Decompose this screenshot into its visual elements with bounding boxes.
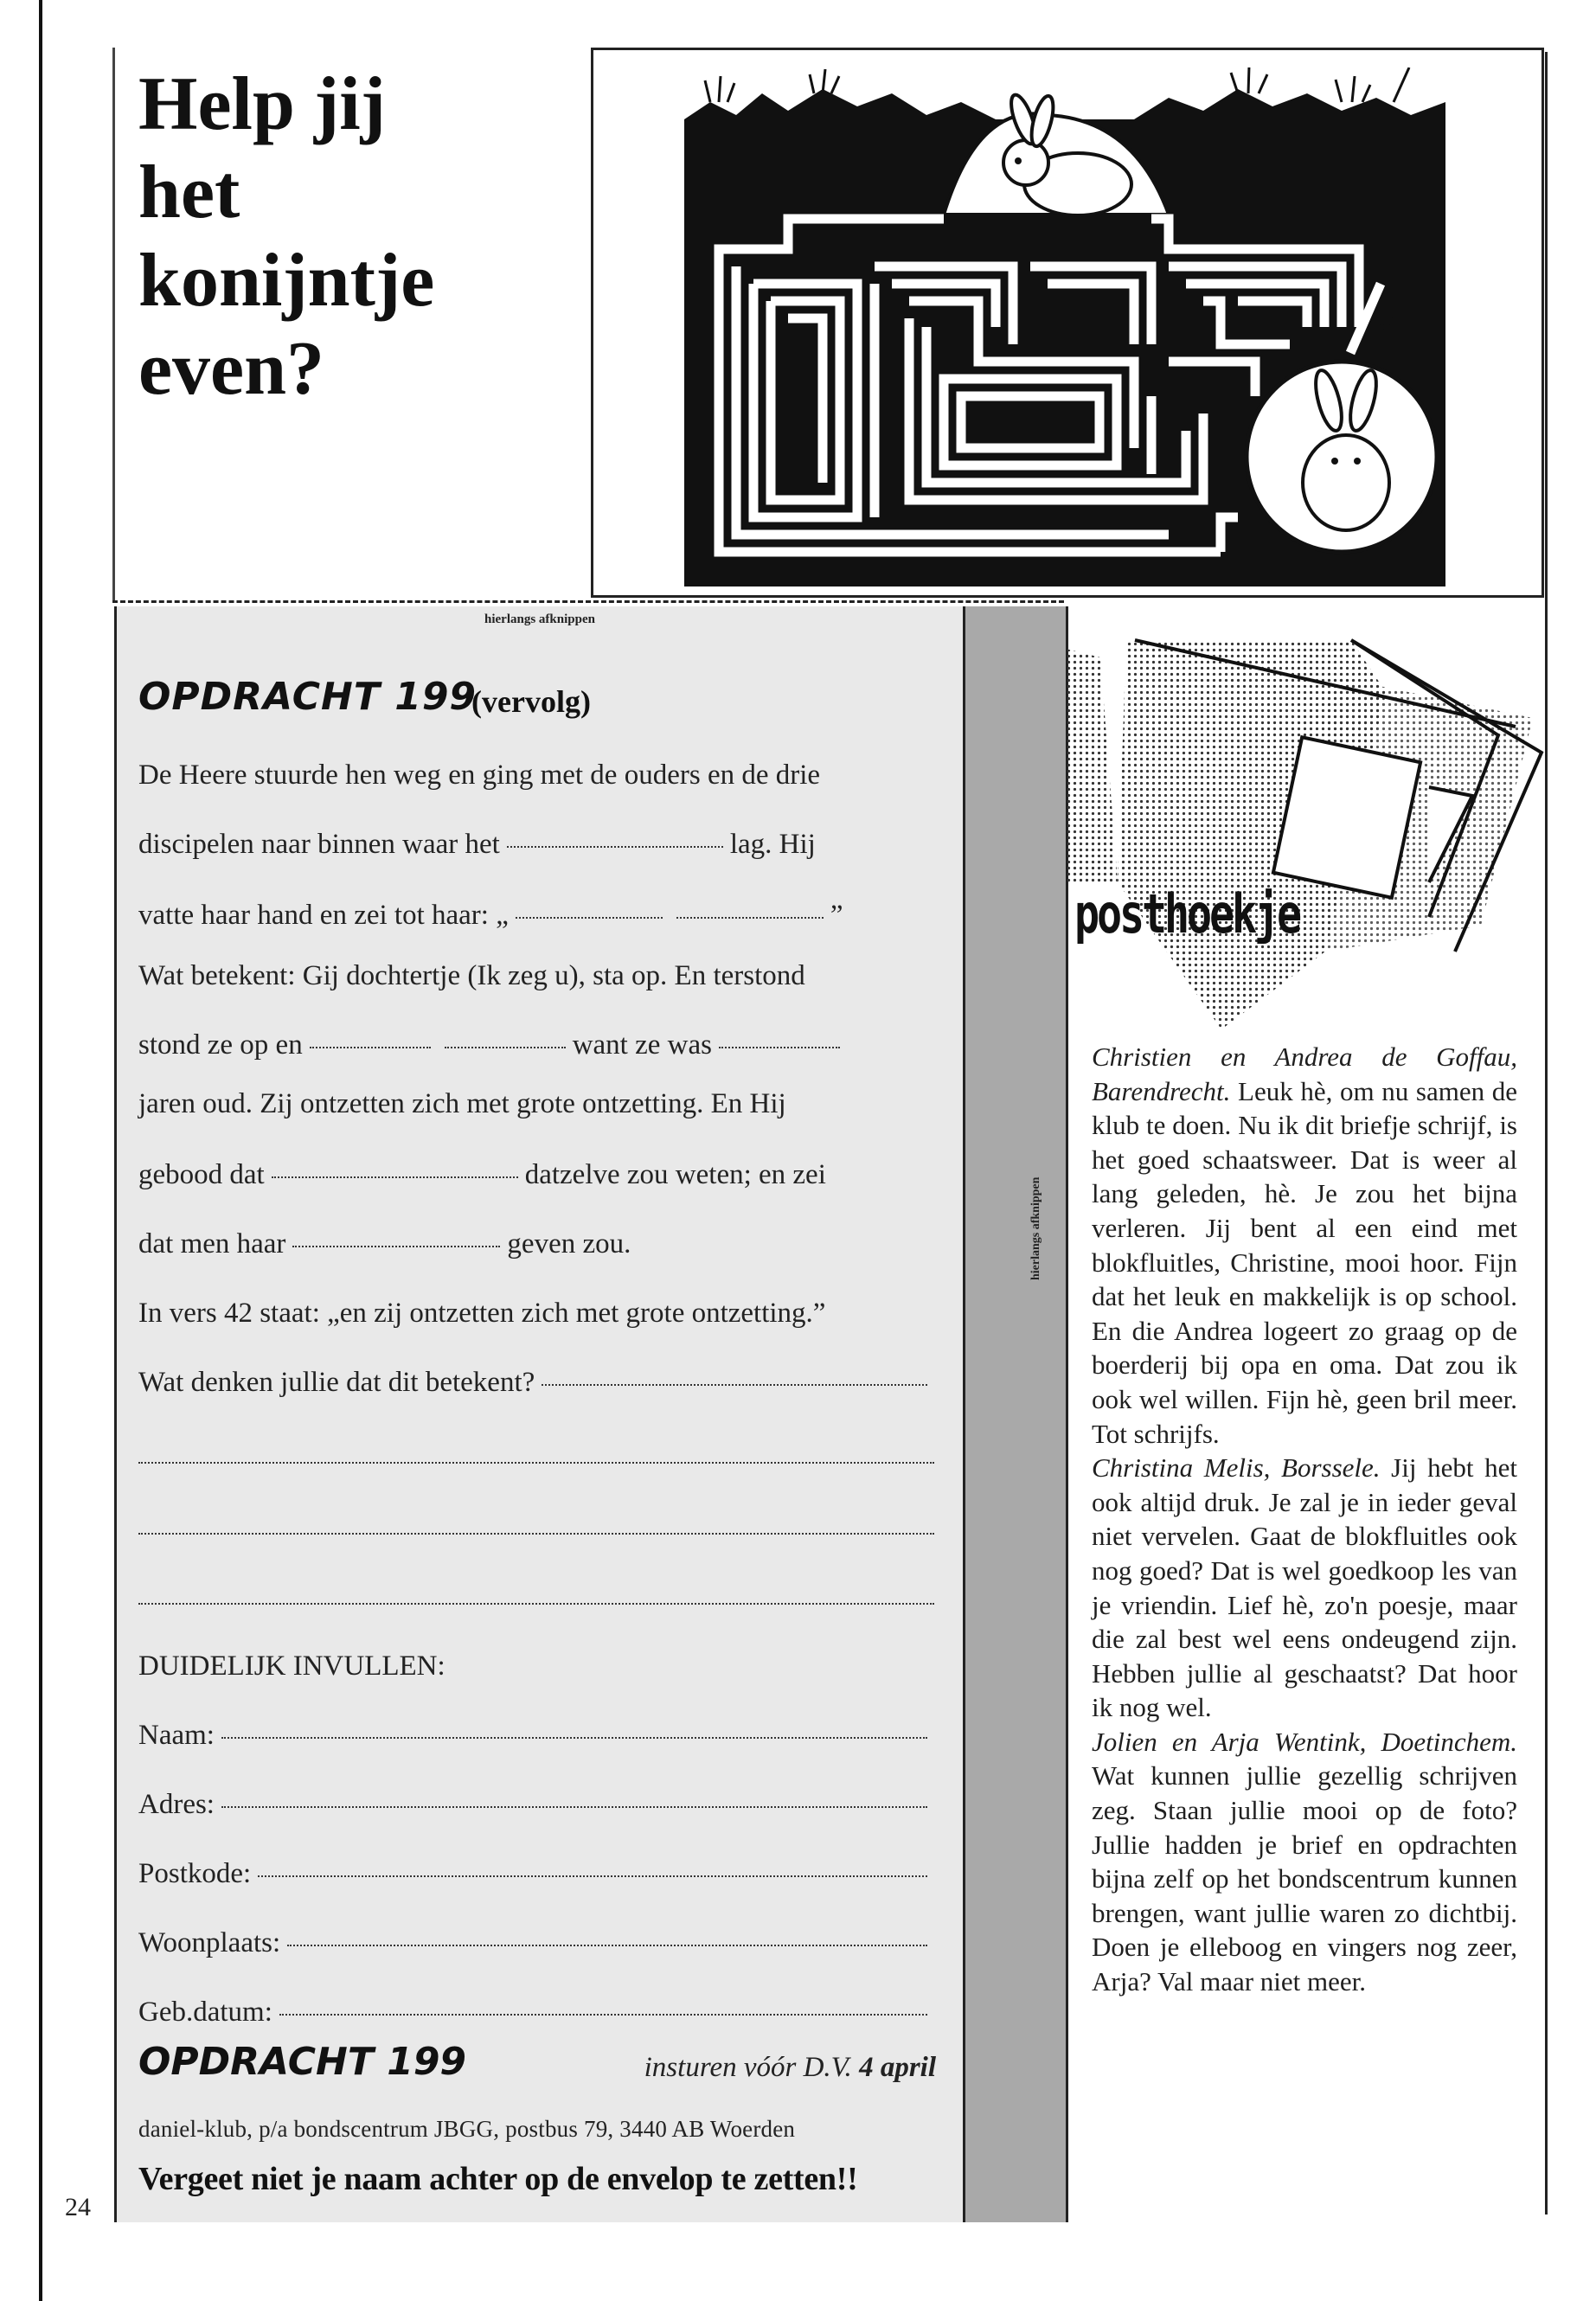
name-label: Naam: — [138, 1720, 215, 1751]
line-3a: vatte haar hand en zei tot haar: „ — [138, 900, 509, 931]
page-number: 24 — [65, 2193, 91, 2221]
letter-3 — [1092, 1725, 1517, 1999]
letter-3-sender: Jolien en Arja Wentink, Doetinchem. — [1092, 1726, 1517, 1757]
cut-label: hierlangs afknippen — [484, 612, 595, 626]
address-input[interactable] — [221, 1805, 927, 1808]
assignment-heading-sub: (vervolg) — [471, 684, 591, 719]
text-line — [138, 1159, 934, 1191]
letter-2-text: Jij hebt het ook altijd druk. Je zal je in ieder geval niet vervelen. Gaat de blokfluitles ook nog goed? Dat is wel goedkoop les van je vriendin. Lief hè, zo'n poesje, maar die zal best wel eens ondeugend zijn. Hebben jullie al geschaatst? Dat hoor ik nog wel. — [1092, 1452, 1517, 1723]
line-2b: lag. Hij — [729, 829, 816, 860]
posthoekje-artwork — [1066, 623, 1550, 1038]
answer-line[interactable] — [138, 1462, 934, 1464]
answer-field[interactable] — [542, 1383, 927, 1386]
maze-graphic — [684, 67, 1445, 586]
postcode-input[interactable] — [258, 1875, 927, 1877]
text-line — [138, 1298, 934, 1330]
title-line-1: Help jij — [138, 62, 386, 146]
line-8a: dat men haar — [138, 1228, 286, 1259]
letter-2 — [1092, 1451, 1517, 1725]
blank-field[interactable] — [719, 1046, 840, 1048]
letter-1 — [1092, 1040, 1517, 1451]
posthoekje-title: posthoekje — [1074, 882, 1299, 945]
letter-3-text: Wat kunnen jullie gezellig schrijven zeg. Staan jullie mooi op de foto? Jullie hadden je brief en opdrachten bijna zelf op het bondscentrum kunnen brengen, want jullie waren zo dichtbij. Doen je elleboog en vingers nog zeer, Arja? Val maar niet meer. — [1092, 1760, 1517, 1997]
city-field[interactable] — [138, 1927, 934, 1959]
line-7b: datzelve zou weten; en zei — [524, 1159, 826, 1190]
blank-field[interactable] — [310, 1046, 431, 1048]
line-8b: geven zou. — [507, 1228, 631, 1259]
city-input[interactable] — [287, 1944, 927, 1946]
letters-column — [1092, 1040, 1517, 1999]
letter-1-text: Leuk hè, om nu samen de klub te doen. Nu ik dit briefje schrijf, is het goed schaatsweer. Dat is weer al lang geleden, hè. Je zou het bijna verleren. Jij bent al een eind met blokfluitles, Christine, mooi hoor. Fijn dat het leuk en makkelijk is op school. En die Andrea logeert zo graag op de boerderij bij opa en oma. Dat zou ik ook wel willen. Fijn hè, geen bril meer. Tot schrijfs. — [1092, 1075, 1517, 1449]
title-line-4: even? — [138, 327, 325, 411]
blank-field[interactable] — [292, 1245, 500, 1247]
line-7a: gebood dat — [138, 1159, 265, 1190]
text-line — [138, 829, 934, 861]
letter-2-sender: Christina Melis, Borssele. — [1092, 1452, 1381, 1484]
deadline-date: 4 april — [859, 2052, 936, 2083]
footer-heading: OPDRACHT 199 — [138, 2040, 467, 2084]
page-title — [138, 61, 536, 413]
line-1: De Heere stuurde hen weg en ging met de ouders en de drie — [138, 760, 821, 791]
title-line-2: het — [138, 151, 240, 234]
text-line — [138, 1088, 934, 1120]
line-9: In vers 42 staat: „en zij ontzetten zich met grote ontzetting.” — [138, 1298, 826, 1329]
page-left-rule — [39, 0, 42, 2301]
address-field[interactable] — [138, 1789, 934, 1821]
text-line — [138, 1029, 934, 1061]
address-label: Adres: — [138, 1789, 215, 1820]
postcode-field[interactable] — [138, 1858, 934, 1890]
assignment-heading: OPDRACHT 199 — [138, 675, 478, 719]
name-field[interactable] — [138, 1720, 934, 1752]
blank-field[interactable] — [676, 916, 824, 919]
text-line — [138, 760, 934, 792]
title-line-3: konijntje — [138, 239, 435, 323]
line-10: Wat denken jullie dat dit betekent? — [138, 1367, 535, 1398]
birthdate-field[interactable] — [138, 1997, 934, 2029]
line-2a: discipelen naar binnen waar het — [138, 829, 500, 860]
name-input[interactable] — [221, 1736, 927, 1739]
blank-field[interactable] — [272, 1176, 518, 1178]
answer-line[interactable] — [138, 1533, 934, 1535]
text-line — [138, 1367, 934, 1399]
line-3b: ” — [830, 900, 843, 931]
line-5b: want ze was — [572, 1029, 712, 1061]
text-line — [138, 1228, 934, 1260]
answer-line[interactable] — [138, 1603, 934, 1605]
title-left-rule — [112, 48, 115, 601]
city-label: Woonplaats: — [138, 1927, 281, 1958]
deadline — [597, 2052, 936, 2084]
cut-strip — [965, 606, 1066, 2222]
line-4: Wat betekent: Gij dochtertje (Ik zeg u), sta op. En terstond — [138, 960, 805, 991]
blank-field[interactable] — [445, 1046, 566, 1048]
birthdate-input[interactable] — [279, 2013, 927, 2016]
line-5a: stond ze op en — [138, 1029, 303, 1061]
form-heading: DUIDELIJK INVULLEN: — [138, 1650, 445, 1682]
text-line — [138, 960, 934, 992]
birthdate-label: Geb.datum: — [138, 1997, 272, 2028]
page-right-rule — [1545, 52, 1548, 2214]
envelope-reminder: Vergeet niet je naam achter op de envelop te zetten!! — [138, 2161, 858, 2197]
cut-dashed-line — [112, 600, 1064, 603]
blank-field[interactable] — [516, 916, 663, 919]
deadline-prefix: insturen vóór D.V. — [644, 2052, 852, 2083]
mailing-address: daniel-klub, p/a bondscentrum JBGG, postbus 79, 3440 AB Woerden — [138, 2116, 796, 2142]
text-line — [138, 900, 934, 932]
strip-cut-label: hierlangs afknippen — [1029, 1176, 1042, 1280]
postcode-label: Postkode: — [138, 1858, 252, 1889]
rabbit-maze-illustration — [591, 48, 1544, 598]
blank-field[interactable] — [507, 845, 723, 848]
line-6: jaren oud. Zij ontzetten zich met grote ontzetting. En Hij — [138, 1088, 786, 1119]
letter-1-sender: Christien en Andrea de Goffau, Barendrecht. — [1092, 1042, 1517, 1106]
